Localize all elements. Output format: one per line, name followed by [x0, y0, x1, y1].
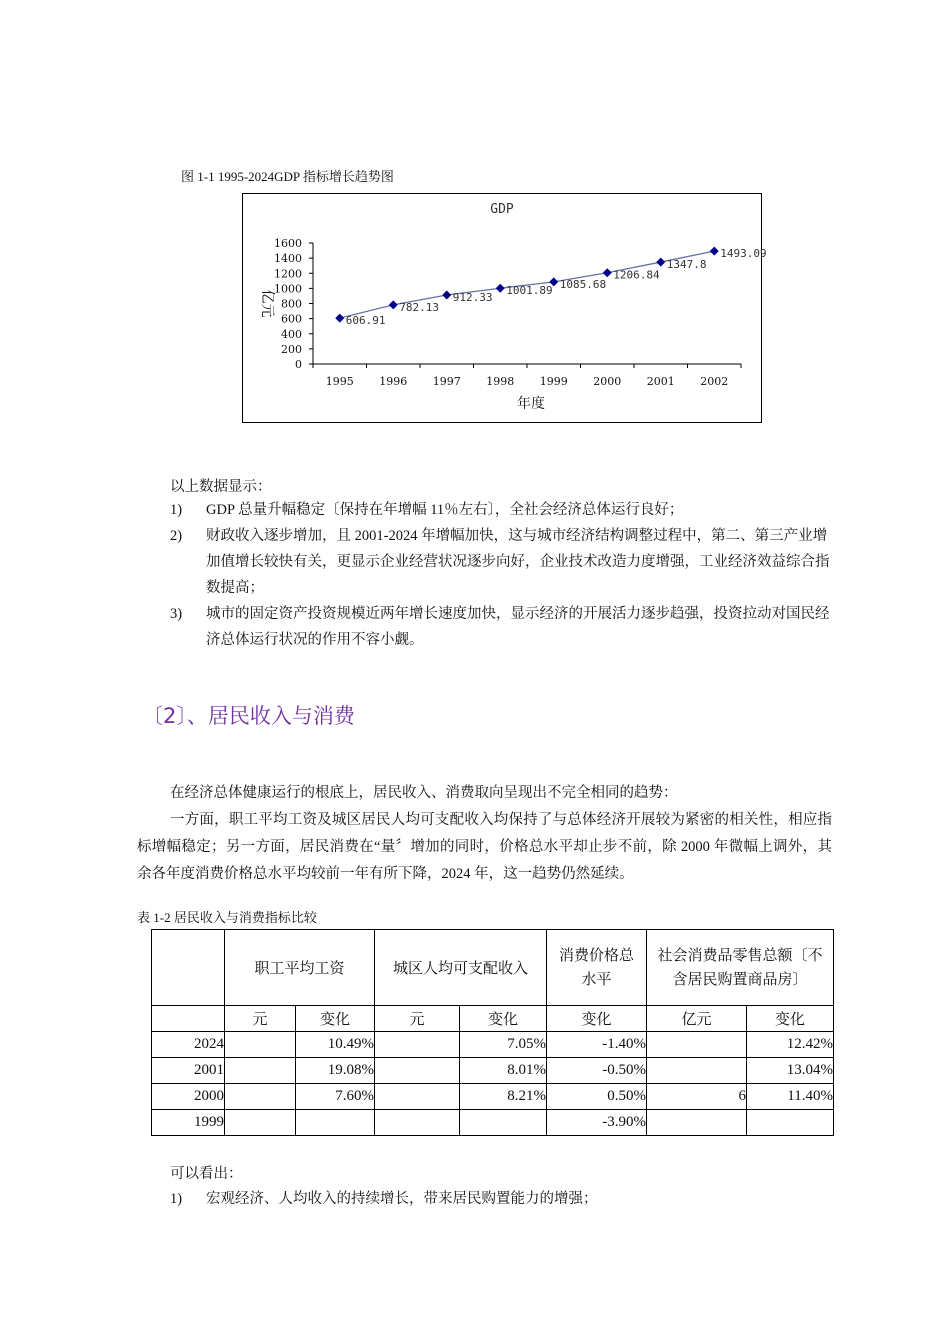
- table-cell: [225, 1084, 296, 1110]
- table-subheader: 变化: [547, 1006, 647, 1032]
- table-header: 社会消费品零售总额〔不含居民购置商品房〕: [647, 930, 834, 1006]
- x-tick-label: 1996: [379, 375, 408, 388]
- table-cell: [647, 1032, 747, 1058]
- table-cell: [375, 1032, 460, 1058]
- table-row-year: 2024: [152, 1032, 225, 1058]
- data-label: 1001.89: [506, 284, 553, 298]
- table-subheader: 变化: [747, 1006, 834, 1032]
- table-cell: 13.04%: [747, 1058, 834, 1084]
- table-cell: -0.50%: [547, 1058, 647, 1084]
- chart-title: GDP: [490, 202, 514, 217]
- gdp-chart-svg: [243, 194, 767, 422]
- table-cell: 11.40%: [747, 1084, 834, 1110]
- table-subheader: 元: [225, 1006, 296, 1032]
- table-subheader-blank: [152, 1006, 225, 1032]
- conclusion-list: [170, 1186, 835, 1212]
- table-cell: [375, 1058, 460, 1084]
- table-caption: 表 1-2 居民收入与消费指标比较: [137, 910, 317, 925]
- x-tick-label: 1999: [539, 375, 568, 388]
- paragraph: 在经济总体健康运行的根底上，居民收入、消费取向呈现出不完全相同的趋势：: [170, 785, 678, 801]
- table-cell: [375, 1110, 460, 1136]
- table-cell: [375, 1084, 460, 1110]
- table-row: [152, 1084, 834, 1110]
- list-item-number: 2): [170, 528, 183, 544]
- y-tick-label: 1200: [274, 267, 302, 281]
- data-label: 912.33: [452, 291, 493, 305]
- table-cell: [460, 1110, 547, 1136]
- table-subheader-row: [152, 1006, 834, 1032]
- table-row: [152, 1032, 834, 1058]
- table-cell: 19.08%: [296, 1058, 375, 1084]
- table-cell: 7.05%: [460, 1032, 547, 1058]
- data-point: [335, 314, 344, 323]
- y-tick-label: 1600: [274, 237, 302, 250]
- table-cell: 7.60%: [296, 1084, 375, 1110]
- table-cell: [225, 1058, 296, 1084]
- table-cell: 10.49%: [296, 1032, 375, 1058]
- y-tick-label: 600: [281, 312, 302, 326]
- data-label: 782.13: [399, 300, 439, 314]
- table-cell: -1.40%: [547, 1032, 647, 1058]
- x-axis-label: 年度: [517, 396, 545, 412]
- table-header-blank: [152, 930, 225, 1006]
- x-tick-label: 2000: [593, 375, 622, 388]
- table-cell: 8.21%: [460, 1084, 547, 1110]
- list-item-text: 宏观经济、人均收入的持续增长，带来居民购置能力的增强；: [206, 1191, 598, 1207]
- table-cell: [647, 1058, 747, 1084]
- table-cell: [296, 1110, 375, 1136]
- table-row-year: 2001: [152, 1058, 225, 1084]
- table-cell: [747, 1110, 834, 1136]
- list-item: [170, 1186, 835, 1212]
- list-item-text: GDP 总量升幅稳定〔保持在年增幅 11％左右〕，全社会经济总体运行良好；: [206, 502, 684, 518]
- paragraph: 一方面，职工平均工资及城区居民人均可支配收入均保持了与总体经济开展较为紧密的相关性，相应指标增幅稳定；另一方面，居民消费在“量〞增加的同时，价格总水平却止步不前，除 2000 年微幅上调外，其余各年度消费价格总水平均较前一年有所下降，2024 年，这一趋势仍然延续。: [137, 812, 832, 882]
- data-label: 1493.09: [720, 247, 767, 261]
- table-cell: 0.50%: [547, 1084, 647, 1110]
- summary-list: [170, 497, 835, 653]
- table-cell: 6: [647, 1084, 747, 1110]
- y-tick-label: 200: [281, 342, 302, 356]
- list-item: [170, 601, 835, 653]
- table-row-year: 1999: [152, 1110, 225, 1136]
- y-axis-label: 亿元: [259, 289, 275, 318]
- x-tick-label: 2002: [700, 375, 729, 388]
- list-item-text: 财政收入逐步增加，且 2001-2024 年增幅加快，这与城市经济结构调整过程中，第二、第三产业增加值增长较快有关，更显示企业经营状况逐步向好，企业技术改造力度增强，工业经济效益综合指数提高；: [206, 528, 830, 596]
- table-cell: [647, 1110, 747, 1136]
- data-label: 1085.68: [559, 277, 607, 291]
- x-tick-label: 1997: [432, 375, 461, 388]
- table-cell: [225, 1032, 296, 1058]
- list-item-number: 1): [170, 502, 183, 518]
- conclusion-intro: 可以看出：: [170, 1166, 243, 1182]
- data-point: [496, 284, 505, 293]
- y-tick-label: 400: [281, 327, 302, 341]
- section-heading: 〔2〕、居民收入与消费: [142, 704, 355, 728]
- table-cell: [225, 1110, 296, 1136]
- table-header: 职工平均工资: [225, 930, 375, 1006]
- data-label: 1347.8: [666, 258, 707, 272]
- gdp-chart: [242, 193, 767, 423]
- list-item-text: 城市的固定资产投资规模近两年增长速度加快，显示经济的开展活力逐步趋强，投资拉动对国民经济总体运行状况的作用不容小觑。: [206, 606, 830, 648]
- y-tick-label: 800: [281, 297, 302, 311]
- data-point: [603, 268, 612, 277]
- table-subheader: 变化: [460, 1006, 547, 1032]
- table-header: 消费价格总水平: [547, 930, 647, 1006]
- data-point: [656, 258, 665, 267]
- table-subheader: 变化: [296, 1006, 375, 1032]
- y-tick-label: 0: [295, 358, 302, 371]
- table-row-year: 2000: [152, 1084, 225, 1110]
- x-tick-label: 2001: [646, 375, 675, 388]
- summary-intro: 以上数据显示：: [170, 479, 272, 495]
- data-point: [442, 291, 451, 300]
- table-header-row: [152, 930, 834, 1006]
- data-point: [389, 300, 398, 309]
- data-label: 1206.84: [613, 268, 660, 282]
- table-subheader: 亿元: [647, 1006, 747, 1032]
- y-tick-label: 1000: [274, 282, 302, 296]
- table-cell: 8.01%: [460, 1058, 547, 1084]
- y-tick-label: 1400: [274, 252, 302, 266]
- list-item-number: 3): [170, 606, 183, 622]
- figure-caption: 图 1-1 1995-2024GDP 指标增长趋势图: [181, 169, 394, 184]
- table-subheader: 元: [375, 1006, 460, 1032]
- list-item-number: 1): [170, 1191, 183, 1207]
- table-row: [152, 1058, 834, 1084]
- table-header: 城区人均可支配收入: [375, 930, 547, 1006]
- list-item: [170, 523, 835, 601]
- income-consumption-table: [151, 929, 834, 1136]
- table-cell: -3.90%: [547, 1110, 647, 1136]
- data-label: 606.91: [345, 314, 386, 328]
- table-cell: 12.42%: [747, 1032, 834, 1058]
- list-item: [170, 497, 835, 523]
- data-point: [710, 247, 719, 256]
- x-tick-label: 1998: [486, 375, 515, 388]
- body-text: [137, 780, 832, 888]
- table-row: [152, 1110, 834, 1136]
- x-tick-label: 1995: [325, 375, 354, 388]
